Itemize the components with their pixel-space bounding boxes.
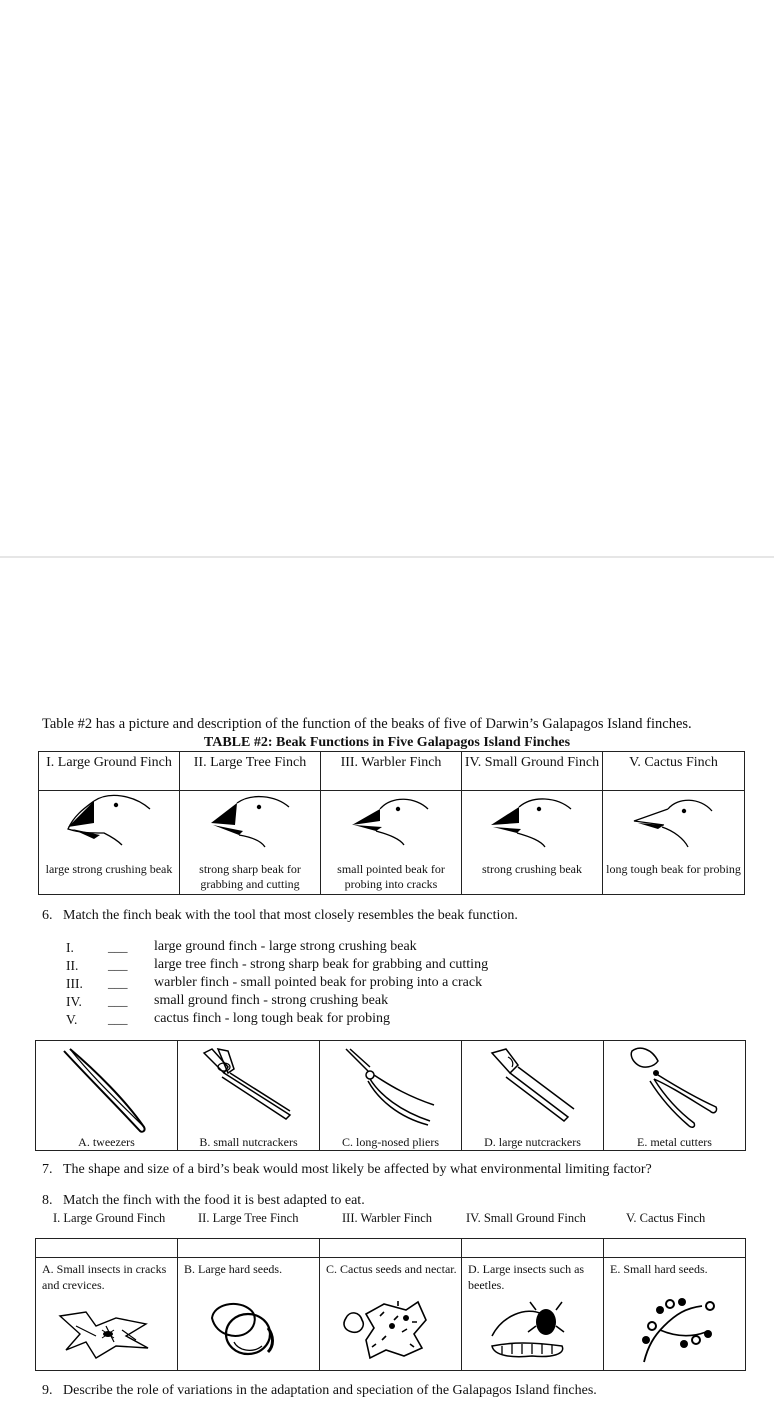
small-nutcrackers-icon (198, 1045, 298, 1135)
finch-header: III. Warbler Finch (321, 752, 462, 791)
table-title: TABLE #2: Beak Functions in Five Galapagos Island Finches (203, 735, 571, 750)
tool-label: D. large nutcrackers (484, 1135, 581, 1149)
q8-finch-label: II. Large Tree Finch (198, 1211, 299, 1225)
beak-description: strong sharp beak for grabbing and cutting (199, 862, 301, 891)
finch-cell (462, 791, 602, 894)
answer-box[interactable] (36, 1239, 178, 1258)
answer-blank[interactable]: ___ (108, 993, 128, 1008)
tool-cell (36, 1041, 177, 1150)
match-roman: V. (66, 1012, 78, 1027)
food-cell (178, 1258, 319, 1370)
large-ground-finch-head-icon (64, 793, 154, 853)
answer-box[interactable] (178, 1239, 320, 1258)
match-description: small ground finch - strong crushing beak (154, 993, 389, 1008)
answer-blank[interactable]: ___ (108, 1011, 128, 1026)
tool-cell (462, 1041, 603, 1150)
intro-text: Table #2 has a picture and description of the function of the beaks of five of Darwin’s Galapagos Island finches. (42, 716, 692, 732)
food-label: E. Small hard seeds. (610, 1262, 708, 1276)
beak-table (38, 751, 745, 895)
tool-cell (178, 1041, 319, 1150)
small-seeds-icon (624, 1296, 724, 1366)
tools-table (35, 1040, 746, 1151)
large-tree-finch-head-icon (205, 793, 295, 853)
tool-label: B. small nutcrackers (199, 1135, 298, 1149)
q8-finch-label: III. Warbler Finch (342, 1211, 433, 1225)
large-seeds-icon (198, 1296, 298, 1366)
match-description: warbler finch - small pointed beak for probing into a crack (154, 975, 483, 990)
tool-label: E. metal cutters (637, 1135, 712, 1149)
metal-cutters-icon (624, 1045, 724, 1135)
answer-blank[interactable]: ___ (108, 957, 128, 972)
match-description: large ground finch - large strong crushing beak (154, 939, 417, 954)
finch-cell (603, 791, 744, 894)
beak-description: large strong crushing beak (45, 862, 173, 876)
q8-finch-label: IV. Small Ground Finch (466, 1211, 586, 1225)
answer-blank[interactable]: ___ (108, 975, 128, 990)
question-8: 8. Match the finch with the food it is best adapted to eat. (42, 1193, 365, 1208)
finch-header: I. Large Ground Finch (39, 752, 180, 791)
food-cell (320, 1258, 461, 1370)
food-cell (36, 1258, 177, 1370)
finch-header: IV. Small Ground Finch (462, 752, 603, 791)
finch-cell (180, 791, 320, 894)
match-description: large tree finch - strong sharp beak for grabbing and cutting (154, 957, 489, 972)
match-description: cactus finch - long tough beak for probing (154, 1011, 390, 1026)
finch-cell (321, 791, 461, 894)
match-roman: IV. (66, 994, 82, 1009)
tool-label: A. tweezers (78, 1135, 135, 1149)
question-7: 7. The shape and size of a bird’s beak would most likely be affected by what environmental limiting factor? (42, 1162, 652, 1177)
answer-box[interactable] (462, 1239, 604, 1258)
cactus-icon (340, 1296, 440, 1366)
beak-description: long tough beak for probing (606, 862, 741, 876)
large-nutcrackers-icon (482, 1045, 582, 1135)
question-6: 6. Match the finch beak with the tool that most closely resembles the beak function. (42, 908, 518, 923)
finch-header: V. Cactus Finch (603, 752, 745, 791)
long-nosed-pliers-icon (340, 1045, 440, 1135)
food-label: D. Large insects such as beetles. (468, 1262, 585, 1292)
question-9: 9. Describe the role of variations in the adaptation and speciation of the Galapagos Island finches. (42, 1383, 597, 1398)
tool-label: C. long-nosed pliers (342, 1135, 439, 1149)
small-ground-finch-head-icon (487, 793, 577, 853)
match-roman: I. (66, 940, 74, 955)
food-cell (462, 1258, 603, 1370)
tool-cell (604, 1041, 745, 1150)
q8-finch-label: I. Large Ground Finch (53, 1211, 166, 1225)
finch-cell (39, 791, 179, 894)
page-divider (0, 556, 774, 558)
match-roman: III. (66, 976, 83, 991)
finch-header: II. Large Tree Finch (180, 752, 321, 791)
cactus-finch-head-icon (628, 793, 718, 853)
answer-blank[interactable]: ___ (108, 939, 128, 954)
q8-finch-label: V. Cactus Finch (626, 1211, 706, 1225)
food-label: A. Small insects in cracks and crevices. (42, 1262, 167, 1292)
food-table (35, 1238, 746, 1371)
beetle-icon (482, 1296, 582, 1366)
food-cell (604, 1258, 745, 1370)
answer-box[interactable] (604, 1239, 746, 1258)
answer-box[interactable] (320, 1239, 462, 1258)
warbler-finch-head-icon (346, 793, 436, 853)
food-label: B. Large hard seeds. (184, 1262, 283, 1276)
tool-cell (320, 1041, 461, 1150)
small-insects-icon (56, 1296, 156, 1366)
beak-description: strong crushing beak (482, 862, 582, 876)
tweezers-icon (56, 1045, 156, 1135)
food-label: C. Cactus seeds and nectar. (326, 1262, 457, 1276)
beak-description: small pointed beak for probing into cracks (337, 862, 445, 891)
match-roman: II. (66, 958, 79, 973)
